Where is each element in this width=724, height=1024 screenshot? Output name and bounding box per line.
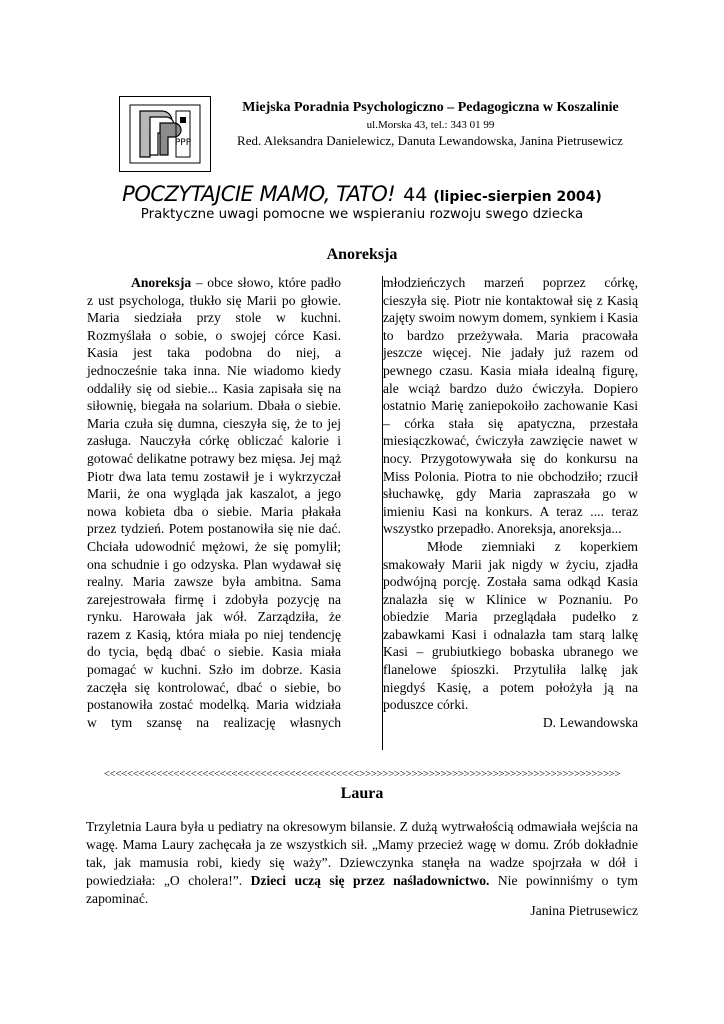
article-paragraph: młodzieńczych marzeń poprzez córkę, cieszyła się. Piotr nie kontaktował się z Kasią zajęty swoim nowym domem, synkiem i Kasia to bardzo przeżywała. Maria pracowała jeszcze więcej. Nie jadały już razem od pewnego czasu. Kasia miała idealną figurę, ale wciąż bardzo dużo ćwiczyła. Dopiero ostatnio Marię zaniepokoiło zachowanie Kasi – córka stała się apatyczna, przestała miesiączkować, ćwiczyła zawzięcie nawet w nocy. Przygotowywała się do konkursu na Miss Polonia. Piotra to nie obchodziło; rzucił słuchawkę, gdy Maria zapraszała go w imieniu Kasi na konkurs. A teraz .... teraz wszystko przepadło. Anoreksja, anoreksja... xyxy=(383,275,638,537)
article-text-left: – obce słowo, które padło z ust psychologa, tłukło się Marii po głowie. Maria siedziała przy stole w kuchni. Rozmyślała o sobie, o swojej córce Kasi. Kasia jest taka podobna do niej, a jednocześnie taka inna. Nie wiadomo kiedy oddaliły się od siebie... Kasia zapisała się na siłownię, biegała na solarium. Dbała o siebie. Maria czuła się dumna, cieszyła się, że to jej zasługa. Nauczyła córkę obliczać kalorie i gotować delikatne potrawy bez mięsa. Jej mąż Piotr dwa lata temu zostawił je i wykrzyczał Marii, że ona wygląda jak kaszalot, a jego nowa kobieta dba o siebie. Maria płakała przez tydzień. Potem postanowiła się nie dać. Chciała udowodnić mężowi, że się pomylił; ona schudnie i go odzyska. Plan wydawał się realny. Maria zawsze była ambitna. Sama zarejestrowała firmę i zdobyła pozycję na rynku. Harowała jak wół. Zarządziła, że razem z Kasią, która miała po niej tendencję do tycia, będą dbać o siebie. Kasia miała pomagać w kuchni. Szło im dobrze. Kasia zaczęła się kontrolować, dbać o siebie, bo postanowiła zostać modelką. Maria widziała w tym szansę na realizację własnych xyxy=(87,275,341,730)
issue-date: (lipiec-sierpien 2004) xyxy=(433,189,602,205)
article-column-right xyxy=(383,274,638,731)
ppp-logo-icon xyxy=(120,97,210,171)
article-paragraph xyxy=(87,274,341,731)
editors-line: Red. Aleksandra Danielewicz, Danuta Lewandowska, Janina Pietrusewicz xyxy=(237,133,623,148)
article-title-laura: Laura xyxy=(340,785,384,802)
article-signature: D. Lewandowska xyxy=(542,714,638,730)
article-title-anoreksja: Anoreksja xyxy=(326,246,398,263)
article-body-laura xyxy=(86,818,638,908)
masthead-subtitle: Praktyczne uwagi pomocne we wspieraniu rozwoju swego dziecka xyxy=(140,207,584,222)
masthead xyxy=(0,182,724,206)
ppp-logo xyxy=(119,96,211,172)
issue-number: 44 xyxy=(403,184,428,206)
article-bold-text: Dzieci uczą się przez naśladownictwo. xyxy=(250,873,490,888)
masthead-title: POCZYTAJCIE MAMO, TATO! xyxy=(122,182,396,206)
logo-text: PPP xyxy=(174,138,192,148)
article-text: Nie powinniśmy o tym zapominać. xyxy=(86,873,638,906)
institution-address: ul.Morska 43, tel.: 343 01 99 xyxy=(366,119,495,131)
article-column-left xyxy=(87,274,341,731)
institution-title: Miejska Poradnia Psychologiczno – Pedagogiczna w Koszalinie xyxy=(242,100,619,115)
article-paragraph: Młode ziemniaki z koperkiem smakowały Marii jak nigdy w życiu, zjadła podwójną porcję. Została sama odkąd Kasia znalazła się w Klinice w Poznaniu. Po obiedzie Maria przeglądała pudełko z zabawkami Kasi i odnalazła tam starą lalkę Kasi – grubiutkiego bobaska ubranego we flanelowe śpioszki. Przytuliła lalkę jak niegdyś Kasię, a potem położyła ją na poduszce córki. xyxy=(383,538,638,713)
lead-word: Anoreksja xyxy=(131,275,192,290)
article-signature: Janina Pietrusewicz xyxy=(530,903,638,918)
section-separator: <<<<<<<<<<<<<<<<<<<<<<<<<<<<<<<<<<<<<<<<<<<<>>>>>>>>>>>>>>>>>>>>>>>>>>>>>>>>>>>>>>>>>>>>> xyxy=(103,768,621,780)
article-text: Trzyletnia Laura była u pediatry na okresowym bilansie. Z dużą wytrwałością odmawiała wejścia na wagę. Mama Laury zachęcała ja ze wszystkich sił. „Mamy przecież wagę w domu. Zrób dokładnie tak, jak mamusia robi, kiedy się waży”. Dziewczynka stanęła na wadze spojrzała w dół i powiedziała: „O cholera!”. xyxy=(86,819,638,888)
article-paragraph xyxy=(86,818,638,908)
